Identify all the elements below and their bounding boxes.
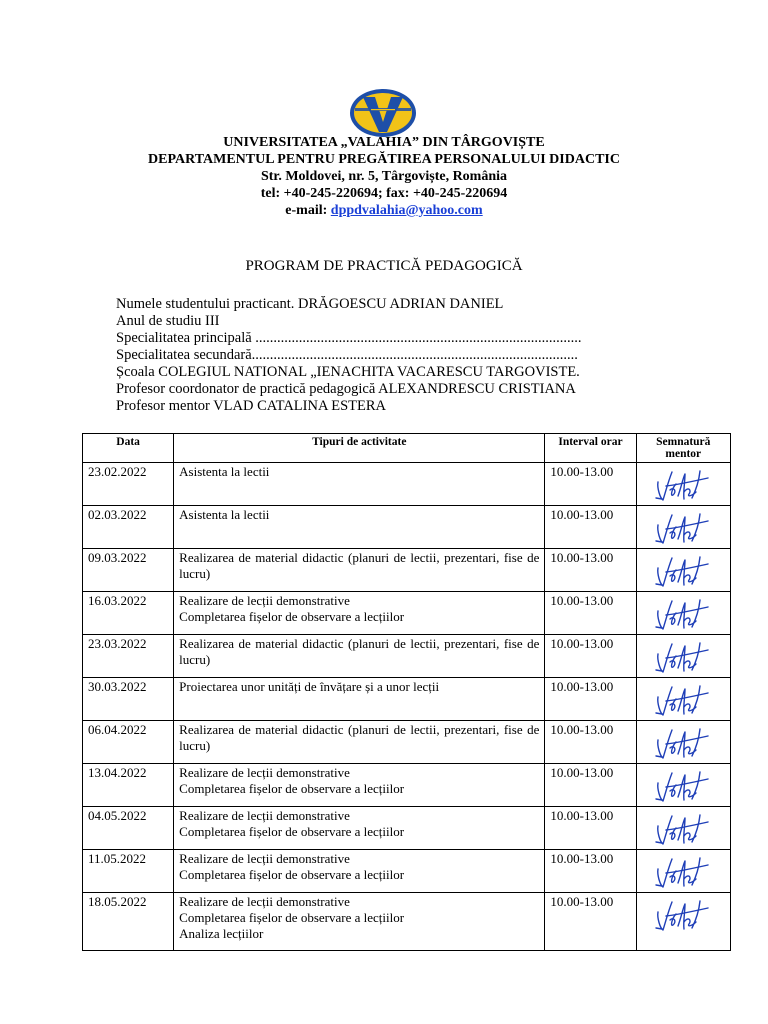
header-interval: Interval orar (545, 434, 636, 463)
table-row (83, 850, 731, 893)
table-row (83, 463, 731, 506)
row-signature (636, 850, 730, 893)
activity-line: Completarea fișelor de observare a lecțiilor (179, 824, 405, 839)
activity-line: Realizare de lecții demonstrative (179, 808, 350, 823)
activity-table (82, 433, 731, 951)
signature-icon (652, 511, 714, 547)
header-signature: Semnatură mentor (636, 434, 730, 463)
row-date: 23.03.2022 (83, 635, 174, 678)
row-signature (636, 721, 730, 764)
table-row (83, 893, 731, 951)
signature-icon (652, 683, 714, 719)
mentor: Profesor mentor VLAD CATALINA ESTERA (116, 398, 387, 414)
university-name: UNIVERSITATEA „VALAHIA” DIN TÂRGOVIȘTE (223, 135, 545, 150)
row-signature (636, 549, 730, 592)
signature-icon (652, 640, 714, 676)
row-date: 09.03.2022 (83, 549, 174, 592)
department-name: DEPARTAMENTUL PENTRU PREGĂTIREA PERSONALULUI DIDACTIC (148, 152, 620, 167)
document-header (0, 134, 768, 219)
row-date: 18.05.2022 (83, 893, 174, 951)
row-activity (174, 764, 545, 807)
table-row (83, 549, 731, 592)
row-signature (636, 893, 730, 951)
row-date: 30.03.2022 (83, 678, 174, 721)
student-info (116, 296, 676, 415)
study-year: Anul de studiu III (116, 313, 220, 329)
address: Str. Moldovei, nr. 5, Târgoviște, România (260, 169, 508, 184)
row-activity (174, 635, 545, 678)
secondary-specialty: Specialitatea secundară.......................................................................................... (116, 347, 578, 363)
row-interval: 10.00-13.00 (545, 635, 636, 678)
row-signature (636, 807, 730, 850)
signature-icon (652, 898, 714, 934)
row-interval: 10.00-13.00 (545, 463, 636, 506)
row-date: 02.03.2022 (83, 506, 174, 549)
activity-line: Asistenta la lectii (179, 507, 270, 522)
row-interval: 10.00-13.00 (545, 506, 636, 549)
activity-line: Realizare de lecții demonstrative (179, 593, 350, 608)
signature-icon (652, 812, 714, 848)
signature-icon (652, 468, 714, 504)
row-signature (636, 764, 730, 807)
row-interval: 10.00-13.00 (545, 592, 636, 635)
row-interval: 10.00-13.00 (545, 893, 636, 951)
row-activity (174, 592, 545, 635)
activity-line: Analiza lecțiilor (179, 926, 264, 941)
header-date: Data (83, 434, 174, 463)
row-activity (174, 721, 545, 764)
activity-line: Realizarea de material didactic (planuri de lectii, prezentari, fise de lucru) (179, 550, 540, 581)
row-signature (636, 678, 730, 721)
signature-icon (652, 726, 714, 762)
signature-icon (652, 554, 714, 590)
table-row (83, 592, 731, 635)
row-date: 16.03.2022 (83, 592, 174, 635)
table-row (83, 721, 731, 764)
table-row (83, 807, 731, 850)
row-interval: 10.00-13.00 (545, 807, 636, 850)
table-body (83, 463, 731, 951)
row-interval: 10.00-13.00 (545, 678, 636, 721)
row-date: 11.05.2022 (83, 850, 174, 893)
row-date: 04.05.2022 (83, 807, 174, 850)
coordinator: Profesor coordonator de practică pedagogică ALEXANDRESCU CRISTIANA (116, 381, 576, 397)
activity-line: Completarea fișelor de observare a lecțiilor (179, 781, 405, 796)
activity-line: Asistenta la lectii (179, 464, 270, 479)
activity-line: Realizare de lecții demonstrative (179, 894, 350, 909)
row-signature (636, 506, 730, 549)
row-signature (636, 592, 730, 635)
row-activity (174, 549, 545, 592)
activity-line: Completarea fișelor de observare a lecțiilor (179, 910, 405, 925)
activity-line: Completarea fișelor de observare a lecțiilor (179, 609, 405, 624)
row-activity (174, 463, 545, 506)
header-activity: Tipuri de activitate (174, 434, 545, 463)
signature-icon (652, 597, 714, 633)
university-logo (349, 88, 417, 138)
row-signature (636, 635, 730, 678)
student-name: Numele studentului practicant. DRĂGOESCU ADRIAN DANIEL (116, 296, 504, 312)
row-activity (174, 893, 545, 951)
main-specialty: Specialitatea principală .......................................................................................... (116, 330, 582, 346)
table-row (83, 506, 731, 549)
activity-line: Realizare de lecții demonstrative (179, 851, 350, 866)
row-interval: 10.00-13.00 (545, 850, 636, 893)
row-date: 23.02.2022 (83, 463, 174, 506)
activity-line: Completarea fișelor de observare a lecțiilor (179, 867, 405, 882)
row-signature (636, 463, 730, 506)
row-activity (174, 850, 545, 893)
row-date: 06.04.2022 (83, 721, 174, 764)
row-interval: 10.00-13.00 (545, 721, 636, 764)
table-header-row (83, 434, 731, 463)
phone-fax: tel: +40-245-220694; fax: +40-245-220694 (260, 186, 508, 201)
email-link[interactable]: dppdvalahia@yahoo.com (330, 203, 483, 218)
table-row (83, 764, 731, 807)
activity-line: Realizarea de material didactic (planuri de lectii, prezentari, fise de lucru) (179, 636, 540, 667)
email-line (0, 202, 768, 219)
signature-icon (652, 769, 714, 805)
school: Școala COLEGIUL NATIONAL „IENACHITA VACARESCU TARGOVISTE. (116, 364, 580, 380)
row-interval: 10.00-13.00 (545, 764, 636, 807)
row-interval: 10.00-13.00 (545, 549, 636, 592)
table-row (83, 635, 731, 678)
row-activity (174, 506, 545, 549)
signature-icon (652, 855, 714, 891)
row-activity (174, 807, 545, 850)
table-row (83, 678, 731, 721)
row-activity (174, 678, 545, 721)
row-date: 13.04.2022 (83, 764, 174, 807)
activity-line: Proiectarea unor unități de învățare și a unor lecții (179, 679, 440, 694)
activity-line: Realizarea de material didactic (planuri de lectii, prezentari, fise de lucru) (179, 722, 540, 753)
document-title: PROGRAM DE PRACTICĂ PEDAGOGICĂ (245, 258, 523, 274)
activity-line: Realizare de lecții demonstrative (179, 765, 350, 780)
email-label: e-mail: (285, 203, 331, 218)
